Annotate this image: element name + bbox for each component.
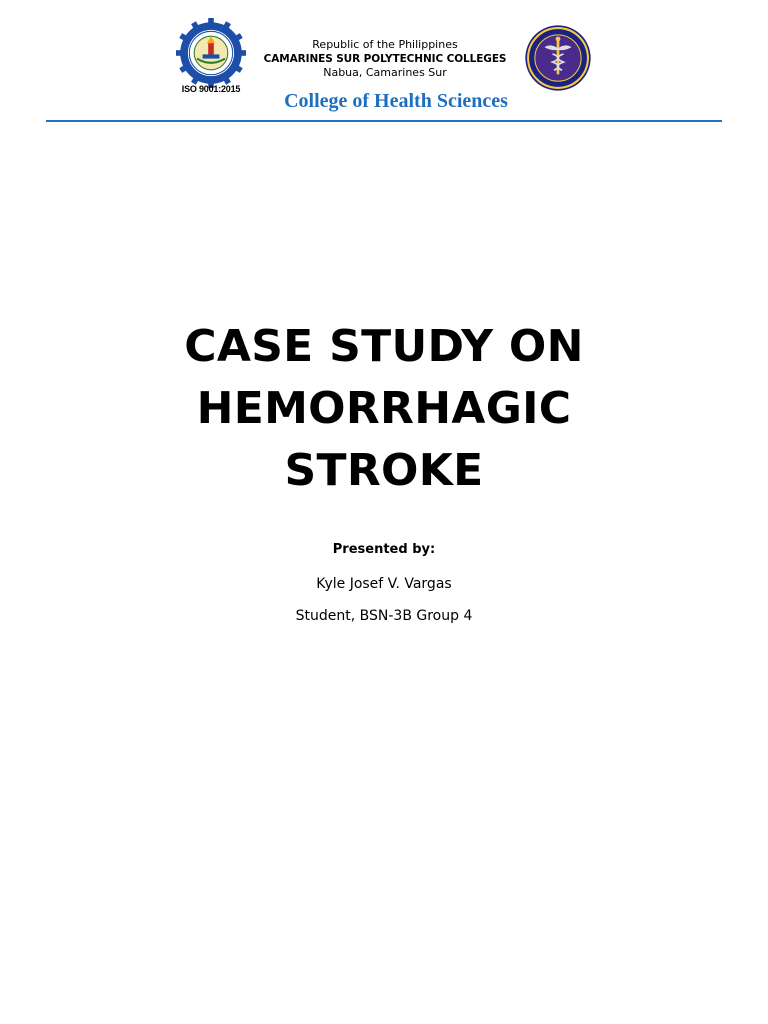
title-line-1: CASE STUDY ON — [184, 321, 584, 372]
college-name: College of Health Sciences — [284, 90, 508, 112]
title-line-3: STROKE — [284, 445, 484, 496]
letterhead — [254, 38, 516, 80]
nursing-caduceus-seal-icon — [524, 24, 592, 92]
institution-location: Nabua, Camarines Sur — [323, 66, 447, 79]
country-label: Republic of the Philippines — [312, 38, 458, 51]
title-line-2: HEMORRHAGIC — [196, 383, 572, 434]
institution-name: CAMARINES SUR POLYTECHNIC COLLEGES — [263, 53, 507, 65]
presenter-name: Kyle Josef V. Vargas — [316, 576, 452, 592]
iso-certification-label: ISO 9001:2015 — [181, 84, 241, 94]
presenter-role: Student, BSN-3B Group 4 — [295, 608, 473, 624]
presented-by-label: Presented by: — [332, 542, 436, 557]
institution-gear-seal-icon — [176, 18, 246, 88]
header-divider — [46, 120, 722, 122]
document-title — [120, 316, 648, 502]
